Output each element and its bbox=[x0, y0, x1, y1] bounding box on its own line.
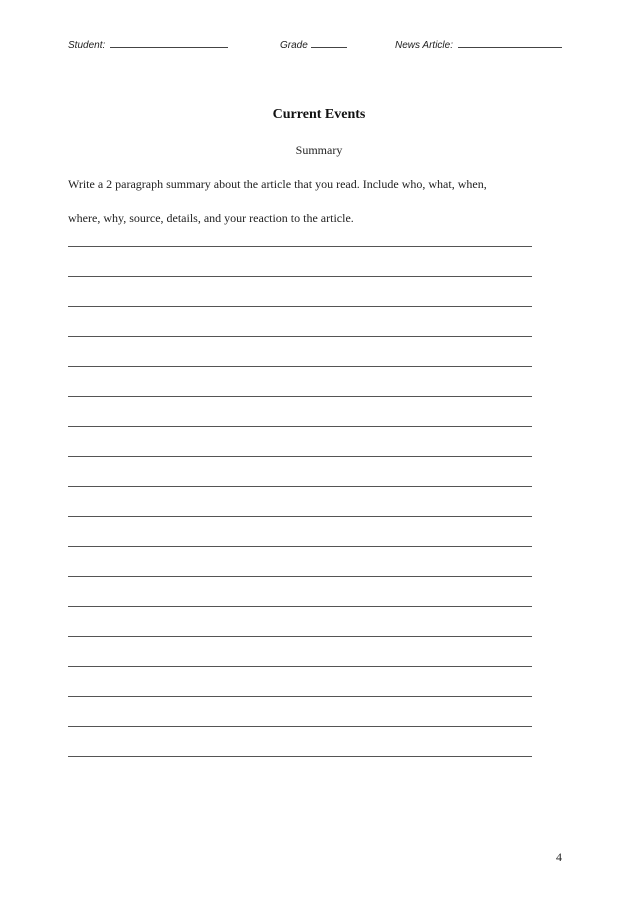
writing-line[interactable] bbox=[68, 306, 532, 336]
grade-blank[interactable] bbox=[311, 38, 347, 48]
page-number: 4 bbox=[556, 850, 562, 864]
instructions-line-2: where, why, source, details, and your reaction to the article. bbox=[68, 211, 354, 225]
writing-line[interactable] bbox=[68, 696, 532, 726]
student-field bbox=[68, 38, 228, 51]
page-header bbox=[68, 38, 568, 54]
student-label: Student: bbox=[68, 40, 106, 51]
page-subtitle: Summary bbox=[295, 143, 343, 157]
page-title: Current Events bbox=[272, 107, 366, 122]
writing-line[interactable] bbox=[68, 486, 532, 516]
news-article-label: News Article: bbox=[395, 40, 453, 51]
writing-line[interactable] bbox=[68, 246, 532, 276]
writing-line[interactable] bbox=[68, 426, 532, 456]
writing-lines bbox=[68, 246, 532, 786]
writing-line[interactable] bbox=[68, 396, 532, 426]
writing-line[interactable] bbox=[68, 366, 532, 396]
writing-line[interactable] bbox=[68, 276, 532, 306]
writing-line[interactable] bbox=[68, 666, 532, 696]
grade-field bbox=[280, 38, 347, 51]
writing-line[interactable] bbox=[68, 546, 532, 576]
news-article-blank[interactable] bbox=[458, 38, 562, 48]
writing-line[interactable] bbox=[68, 606, 532, 636]
writing-line[interactable] bbox=[68, 336, 532, 366]
grade-label: Grade bbox=[280, 40, 308, 51]
writing-line[interactable] bbox=[68, 576, 532, 606]
instructions-line-1: Write a 2 paragraph summary about the article that you read. Include who, what, when, bbox=[68, 177, 487, 191]
instructions bbox=[68, 171, 538, 239]
student-blank[interactable] bbox=[110, 38, 228, 48]
writing-line[interactable] bbox=[68, 636, 532, 666]
news-article-field bbox=[395, 38, 562, 51]
writing-line[interactable] bbox=[68, 726, 532, 756]
writing-line[interactable] bbox=[68, 516, 532, 546]
writing-line[interactable] bbox=[68, 756, 532, 786]
writing-line[interactable] bbox=[68, 456, 532, 486]
